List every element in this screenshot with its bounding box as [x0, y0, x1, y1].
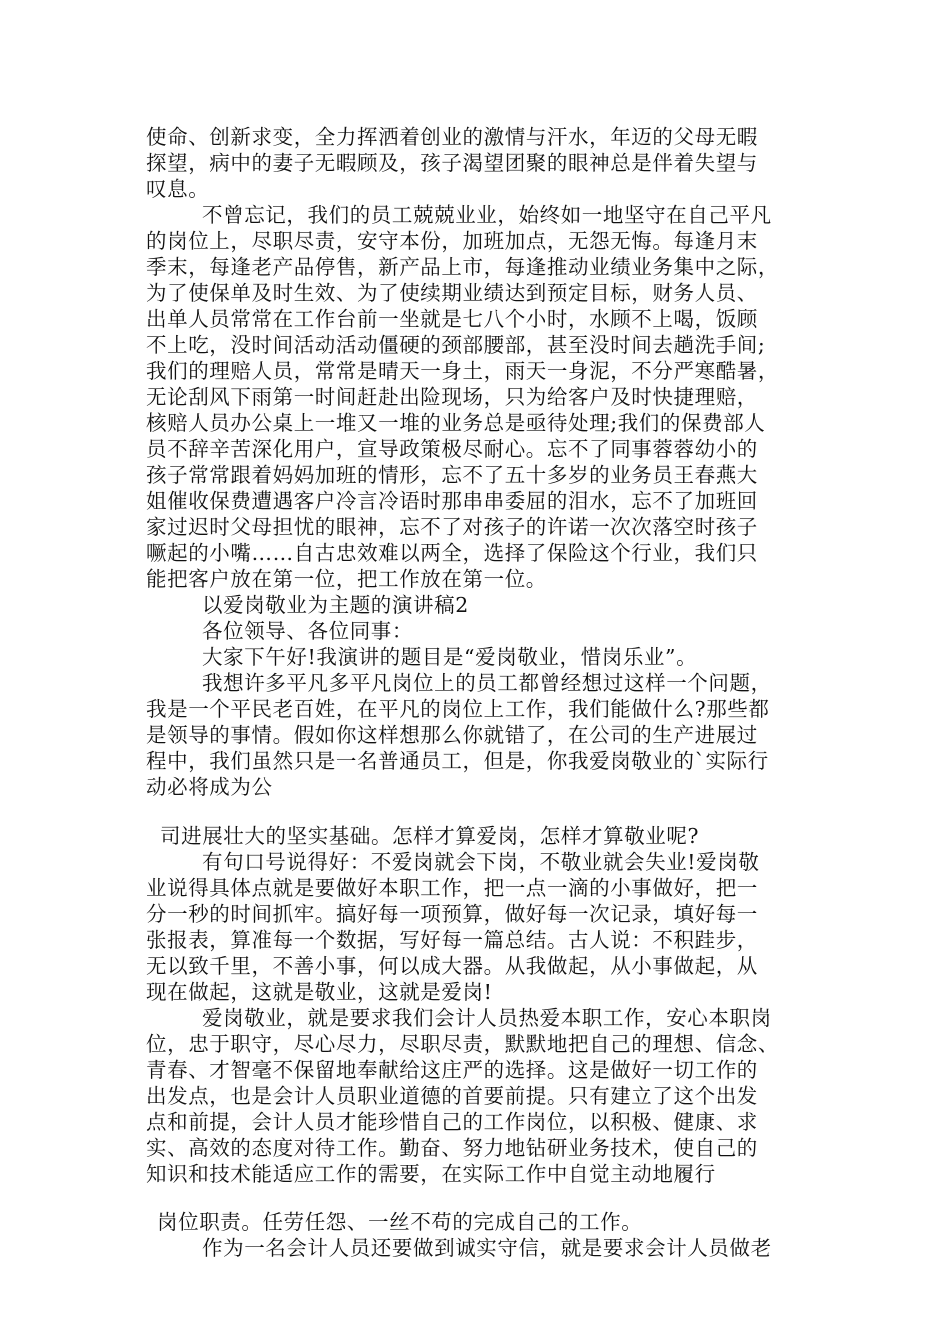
text-line: 叹息。 — [146, 177, 210, 201]
text-line: 程中，我们虽然只是一名普通员工，但是，你我爱岗敬业的`实际行 — [146, 749, 769, 773]
text-line: 业说得具体点就是要做好本职工作，把一点一滴的小事做好，把一 — [146, 876, 758, 900]
text-line: 无以致千里，不善小事，何以成大器。从我做起，从小事做起，从 — [146, 954, 758, 978]
text-line: 出单人员常常在工作台前一坐就是七八个小时，水顾不上喝，饭顾 — [146, 307, 758, 331]
text-line: 不曾忘记，我们的员工兢兢业业，始终如一地坚守在自己平凡 — [202, 203, 772, 227]
text-line: 核赔人员办公桌上一堆又一堆的业务总是亟待处理;我们的保费部人 — [146, 411, 766, 435]
text-line: 不上吃，没时间活动活动僵硬的颈部腰部，甚至没时间去趟洗手间; — [146, 333, 766, 357]
text-line: 点和前提，会计人员才能珍惜自己的工作岗位，以积极、健康、求 — [146, 1110, 758, 1134]
text-line: 家过迟时父母担忧的眼神，忘不了对孩子的许诺一次次落空时孩子 — [146, 515, 758, 539]
text-line: 司进展壮大的坚实基础。怎样才算爱岗，怎样才算敬业呢? — [160, 824, 700, 848]
text-line: 大家下午好!我演讲的题目是“爱岗敬业，惜岗乐业”。 — [202, 645, 698, 669]
text-line: 探望，病中的妻子无暇顾及，孩子渴望团聚的眼神总是伴着失望与 — [146, 151, 758, 175]
text-line: 爱岗敬业，就是要求我们会计人员热爱本职工作，安心本职岗 — [202, 1006, 772, 1030]
text-line: 动必将成为公 — [146, 775, 273, 799]
text-line: 我们的理赔人员，常常是晴天一身土，雨天一身泥，不分严寒酷暑， — [146, 359, 779, 383]
text-line: 为了使保单及时生效、为了使续期业绩达到预定目标，财务人员、 — [146, 281, 758, 305]
text-line: 知识和技术能适应工作的需要，在实际工作中自觉主动地履行 — [146, 1162, 716, 1186]
text-line: 我想许多平凡多平凡岗位上的员工都曾经想过这样一个问题， — [202, 671, 772, 695]
text-line: 作为一名会计人员还要做到诚实守信，就是要求会计人员做老 — [202, 1236, 772, 1260]
text-line: 分一秒的时间抓牢。搞好每一项预算，做好每一次记录，填好每一 — [146, 902, 758, 926]
text-line: 孩子常常跟着妈妈加班的情形，忘不了五十多岁的业务员王春燕大 — [146, 463, 758, 487]
text-line: 有句口号说得好：不爱岗就会下岗，不敬业就会失业!爱岗敬 — [202, 850, 760, 874]
text-line: 员不辞辛苦深化用户，宣导政策极尽耐心。忘不了同事蓉蓉幼小的 — [146, 437, 758, 461]
text-line: 姐催收保费遭遇客户冷言冷语时那串串委屈的泪水，忘不了加班回 — [146, 489, 758, 513]
text-line: 我是一个平民老百姓，在平凡的岗位上工作，我们能做什么?那些都 — [146, 697, 770, 721]
text-line: 季末，每逢老产品停售，新产品上市，每逢推动业绩业务集中之际， — [146, 255, 779, 279]
text-line: 位，忠于职守，尽心尽力，尽职尽责，默默地把自己的理想、信念、 — [146, 1032, 779, 1056]
text-line: 青春、才智毫不保留地奉献给这庄严的选择。这是做好一切工作的 — [146, 1058, 758, 1082]
text-line: 是领导的事情。假如你这样想那么你就错了，在公司的生产进展过 — [146, 723, 758, 747]
text-line: 岗位职责。任劳任怨、一丝不苟的完成自己的工作。 — [157, 1210, 643, 1234]
text-line: 实、高效的态度对待工作。勤奋、努力地钻研业务技术，使自己的 — [146, 1136, 758, 1160]
text-line: 使命、创新求变，全力挥洒着创业的激情与汗水，年迈的父母无暇 — [146, 125, 758, 149]
text-line: 张报表，算准每一个数据，写好每一篇总结。古人说：不积跬步， — [146, 928, 758, 952]
text-line: 出发点，也是会计人员职业道德的首要前提。只有建立了这个出发 — [146, 1084, 758, 1108]
salutation: 各位领导、各位同事： — [202, 619, 413, 643]
text-line: 现在做起，这就是敬业，这就是爱岗! — [146, 980, 493, 1004]
speech-title: 以爱岗敬业为主题的演讲稿2 — [202, 593, 469, 617]
text-line: 噘起的小嘴……自古忠效难以两全，选择了保险这个行业，我们只 — [146, 541, 758, 565]
text-line: 的岗位上，尽职尽责，安守本份，加班加点，无怨无悔。每逢月末 — [146, 229, 758, 253]
text-line: 能把客户放在第一位，把工作放在第一位。 — [146, 567, 547, 591]
text-line: 无论刮风下雨第一时间赶赴出险现场，只为给客户及时快捷理赔， — [146, 385, 758, 409]
